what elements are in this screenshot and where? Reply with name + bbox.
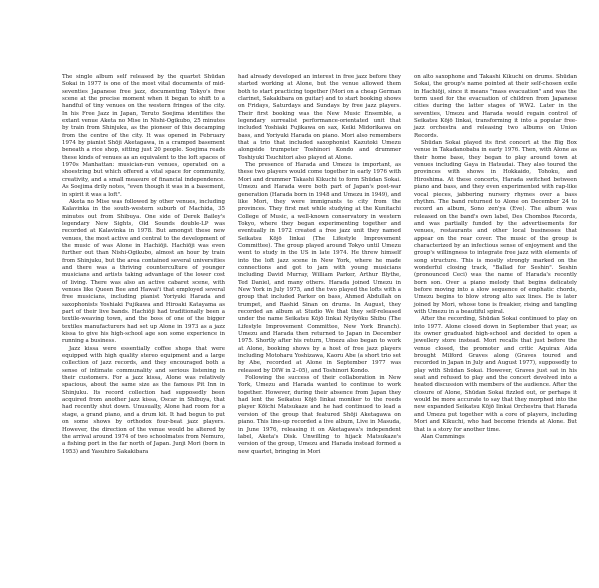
paragraph: Shūdan Sokai played its first concert at the Big Box venue in Takadanobaba in early 1976. Then, with Alone as their home base, they began to play around town at venues including Gaya in Hatsudai. They also toured the provinces with shows in Hokkaido, Tohoku, and Hiroshima. At these concerts, Harada switched between piano and bass, and they even experimented with rap-like vocal pieces, jabbering nursery rhymes over a bass rhythm. The band returned to Alone on December 24 to record an album, Sono zen'ya (Eve). The album was released on the band's own label, Des Chombos Records, and was partially funded by the advertisements for venues, restaurants and other local businesses that appear on the rear cover. The music of the group is characterized by an infectious sense of enjoyment and the group's willingness to integrate free jazz with elements of song structure. This is mostly strongly marked on the wonderful closing track, "Ballad for Seshin". Seshin (pronounced Ceci) was the name of Harada's recently born son. Over a piano melody that begins delicately before moving into a slow sequence of emphatic chords, Umezu begins to blow strong alto sax lines. He is later joined by Mori, whose tone is freakier, rising and tangling with Umezu in a beautiful spiral. — [414, 140, 577, 315]
paragraph: Following the success of their collaboration in New York, Umezu and Harada wanted to continue to work together. However, during their absence from Japan they had lent the Seikatsu Kōjō Iinkai moniker to the reeds player Kōichi Matsukaze and he had continued to lead a version of the group that featured Shōji Aketagawa on piano. This line-up recorded a live album, Live in Masuda, in June 1976, releasing it on Aketagawa's independent label, Aketa's Disk. Unwilling to hijack Matsukaze's version of the group, Umezu and Harada instead formed a new quartet, bringing in Mori — [238, 375, 401, 455]
text-column-2 — [238, 74, 401, 456]
paragraph: The presence of Harada and Umezu is important, as these two players would come together in early 1976 with Mori and drummer Takashi Kikuchi to form Shūdan Sokai. Umezu and Harada were both part of Japan's post-war generation (Harada born in 1948 and Umezu in 1949), and like Mori, they were immigrants to city from the provinces. They first met while studying at the Kunitachi College of Music, a well-known conservatory in western Tokyo, where they began experimenting together and eventually in 1972 created a free jazz unit they named Seikatsu Kōjō Iinkai (The Lifestyle Improvement Committee). The group played around Tokyo until Umezu went to study in the US in late 1974. He threw himself into the loft jazz scene in New York, where he made connections and got to jam with young musicians including David Murray, William Parker, Arthur Blythe, Ted Daniel, and many others. Harada joined Umezu in New York in July 1975, and the two played the lofts with a group that included Parker on bass, Ahmed Abdullah on trumpet, and Rashid Sinan on drums. In August, they recorded an album at Studio We that they self-released under the name Seikatsu Kōjō Iinkai Nyūyōku Shibu (The Lifestyle Improvement Committee, New York Branch). Umezu and Harada then returned to Japan in December 1975. Shortly after his return, Umezu also began to work at Alone, booking shows by a host of free jazz players including Motoharu Yoshizawa, Kaoru Abe (a short trio set by Abe, recorded at Alone in September 1977 was released by DIW in 2–05), and Toshinori Kondo. — [238, 162, 401, 374]
paragraph: After the recording, Shūdan Sokai continued to play on into 1977. Alone closed down in September that year, as its owner graduated high-school and decided to open a jewellery store instead. Mori recalls that just before the venue closed, the promoter and critic Aquirax Aida brought Milford Graves along (Graves toured and recorded in Japan in July and August 1977), supposedly to play with Shūdan Sokai. However, Graves just sat in his seat and refused to play and the concert devolved into a heated discussion with members of the audience. After the closure of Alone, Shūdan Sokai fizzled out, or perhaps it would be more accurate to say that they morphed into the new expanded Seikatsu Kōjō Iinkai Orchestra that Harada and Umezu put together with a core of players, including Mori and Kikuchi, who had become friends at Alone. But that is a story for another time. — [414, 316, 577, 433]
author-credit: Alan Cummings — [421, 433, 465, 440]
paragraph: The single album self released by the quartet Shūdan Sokai in 1977 is one of the most vital documents of mid-seventies Japanese free jazz, documenting Tokyo's free scene at the precise moment when it began to shift to a handful of tiny venues on the western fringes of the city. In his Free Jazz in Japan, Teruto Soejima identifies the extant venue Aketa no Mise in Nishi-Ogikubo, 25 minutes by train from Shinjuku, as the pioneer of this decamping from the centre of the city. It was opened in February 1974 by pianist Shōji Aketagawa, in a cramped basement beneath a rice shop, sitting just 20 people. Soejima reads these kinds of venues as an equivalent to the loft spaces of 1970s Manhattan: musician-run venues, operated on a shoestring but which offered a vital space for community, creativity, and a small measure of financial independence. As Soejima drily notes, "even though it was in a basement, in spirit it was a loft". — [62, 74, 225, 198]
text-column-3 — [414, 74, 577, 441]
paragraph: Jazz kissa were essentially coffee shops that were equipped with high quality stereo equipment and a large collection of jazz records, and they encouraged both a sense of intimate communality and serious listening in their customers. For a jazz kissa, Alone was relatively spacious, about the same size as the famous Pit Inn in Shinjuku. Its record collection had supposedly been acquired from another jazz kissa, Oscar in Shibuya, that had recently shut down. Unusually, Alone had room for a stage, a grand piano, and a drum kit. It had begun to put on some shows by orthodox four-beat jazz players. However, the direction of the venue would be altered by the arrival around 1974 of two schoolmates from Nemuro, a fishing port in the far north of Japan. Junji Mori (born in 1953) and Yasuhiro Sakakibara — [62, 345, 225, 455]
paragraph: on alto saxophone and Takashi Kikuchi on drums. Shūdan Sokai, the group's name pointed at their self-chosen exile in Hachiōji, since it means "mass evacuation" and was the term used for the evacuation of children from Japanese cities during the latter stages of WW2. Later in the seventies, Umezu and Harada would regain control of Seikatsu Kōjō Iinkai, transforming it into a popular free-jazz orchestra and releasing two albums on Union Records. — [414, 74, 577, 139]
paragraph: had already developed an interest in free jazz before they started working at Alone, but the venue allowed them both to start practicing together (Mori on a cheap German clarinet, Sakakibara on guitar) and to start booking shows on Fridays, Saturdays and Sundays by free jazz players. Their first booking was the New Music Ensemble, a legendary surrealist performance-orientated unit that included Yoshiaki Fujikawa on sax, Keiki Midorikawa on bass, and Yoriyuki Harada on piano. Mori also remembers that a trio that included saxophonist Kazutoki Umezu alongside trumpeter Toshinori Kondo and drummer Toshiyuki Tsuchitori also played at Alone. — [238, 74, 401, 161]
text-column-1 — [62, 74, 225, 456]
paragraph: Aketa no Mise was followed by other venues, including Kalavinka in the south-western suburb of Machida, 35 minutes out from Shibuya. One side of Derek Bailey's legendary New Sights, Old Sounds double-LP was recorded at Kalavinka in 1978. But amongst these new venues, the most active and central to the development of the music of was Alone in Hachiōji. Hachiōji was even further out than Nishi-Ogikubo, almost an hour by train from Shinjuku, but the area contained several universities and there was a thriving counterculture of younger musicians and artists taking advantage of the lower cost of living. There was also an active cabaret scene, with venues like Queen Bee and Hawai'i that employed several free musicians, including pianist Yoriyuki Harada and saxophonists Yoshiaki Fujikawa and Hiroaki Katayama as part of their live bands. Hachiōji had traditionally been a textile-weaving town, and the boss of one of the bigger textiles manufacturers had set up Alone in 1973 as a jazz kissa to give his high-school age son some experience in running a business. — [62, 198, 225, 345]
